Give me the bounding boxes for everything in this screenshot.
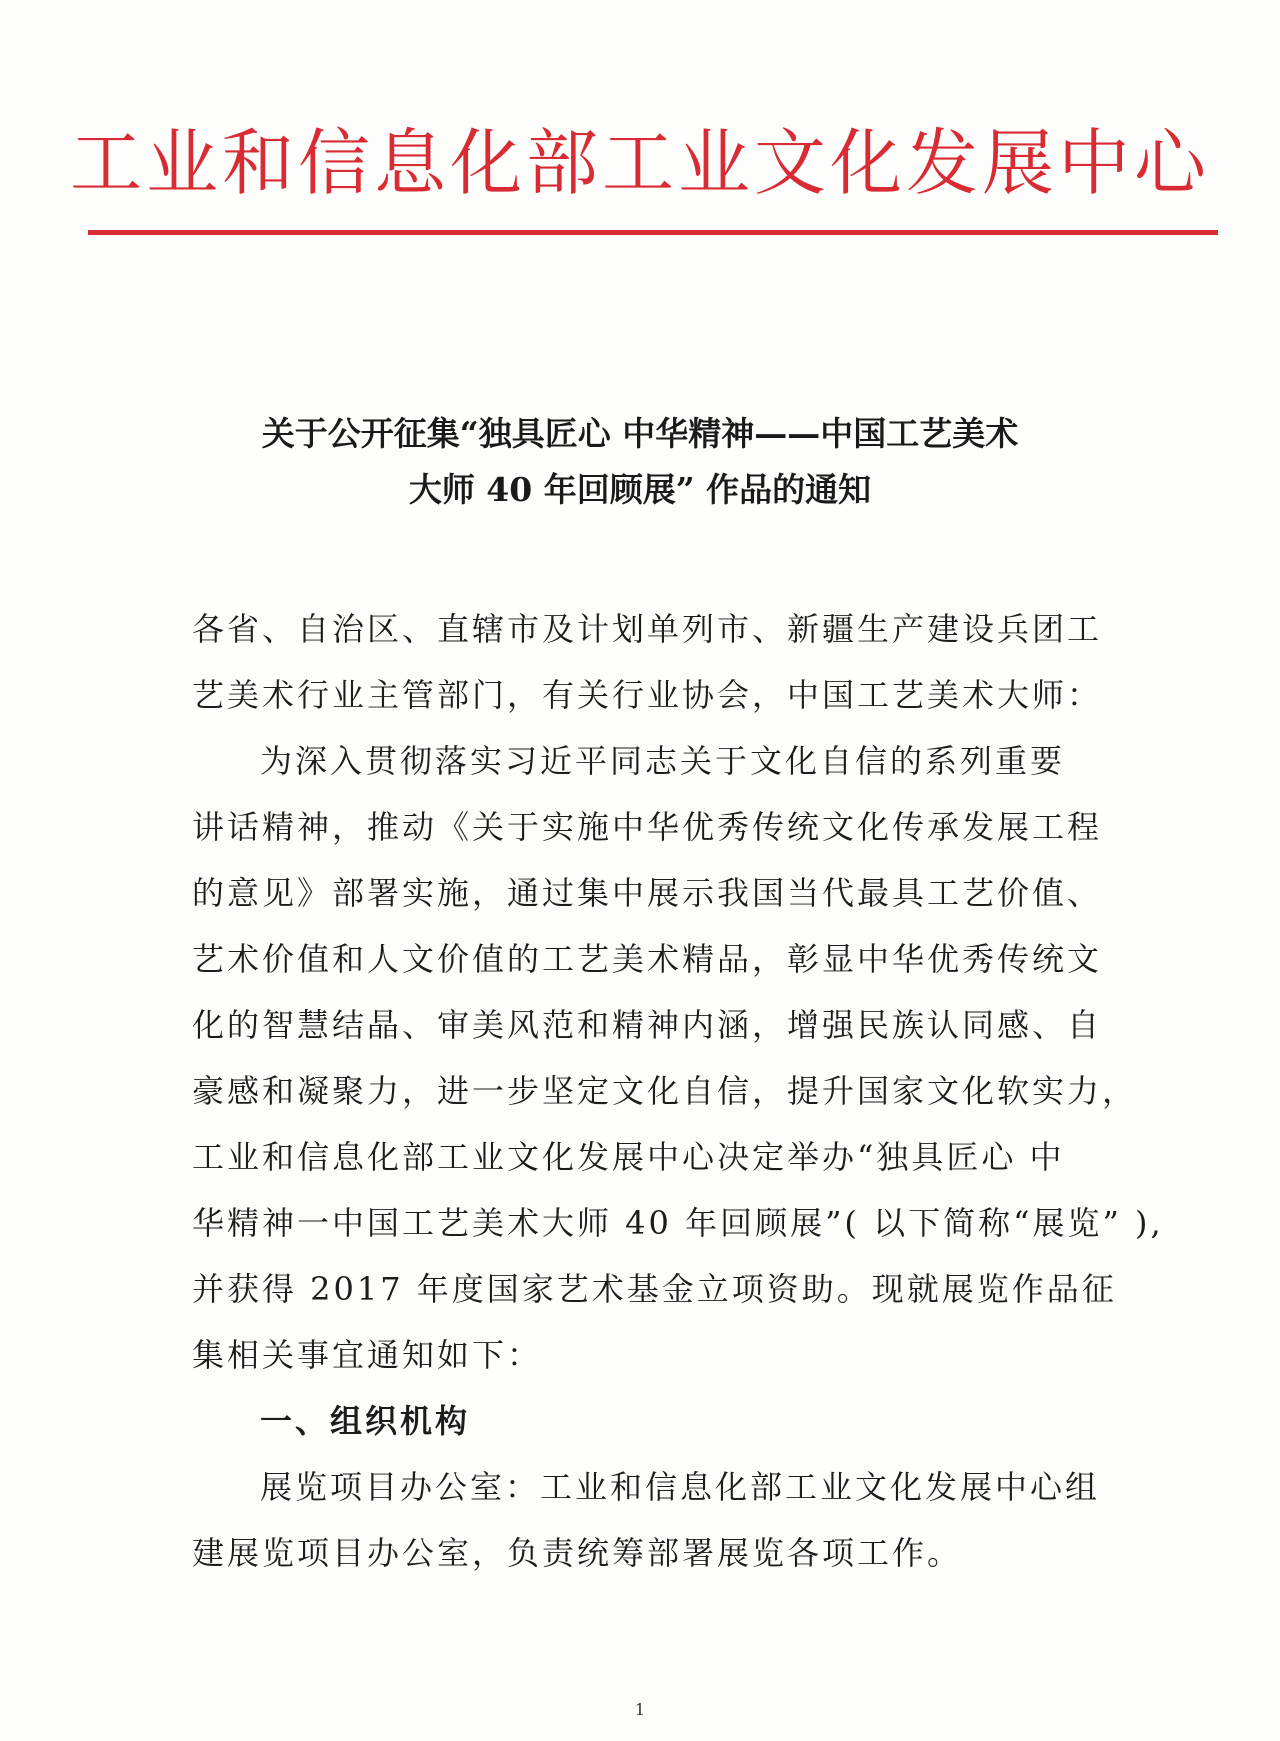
page-number: 1 [634, 1700, 646, 1719]
letterhead-org-name: 工业和信息化部工业文化发展中心 [69, 121, 1210, 205]
paragraph-line: 展览项目办公室：工业和信息化部工业文化发展中心组 [260, 1468, 1101, 1506]
paragraph-line: 并获得 2017 年度国家艺术基金立项资助。现就展览作品征 [192, 1270, 1117, 1308]
paragraph-line: 工业和信息化部工业文化发展中心决定举办“独具匠心 中 [192, 1138, 1065, 1176]
paragraph-line: 华精神一中国工艺美术大师 40 年回顾展”( 以下简称“展览” ), [192, 1204, 1164, 1242]
paragraph-line: 为深入贯彻落实习近平同志关于文化自信的系列重要 [260, 742, 1066, 780]
notice-title-line-1: 关于公开征集“独具匠心 中华精神——中国工艺美术 [261, 414, 1019, 453]
section-heading: 一、组织机构 [260, 1402, 471, 1440]
letterhead-red-rule [88, 230, 1218, 235]
paragraph-line: 豪感和凝聚力，进一步坚定文化自信，提升国家文化软实力， [192, 1072, 1138, 1110]
addressee-line: 各省、自治区、直辖市及计划单列市、新疆生产建设兵团工 [192, 610, 1103, 648]
paragraph-line: 的意见》部署实施，通过集中展示我国当代最具工艺价值、 [192, 874, 1103, 912]
paragraph-line: 艺术价值和人文价值的工艺美术精品，彰显中华优秀传统文 [192, 940, 1103, 978]
notice-title-line-2: 大师 40 年回顾展” 作品的通知 [408, 470, 872, 509]
notice-body [192, 596, 1164, 1586]
paragraph-line: 讲话精神，推动《关于实施中华优秀传统文化传承发展工程 [192, 808, 1103, 846]
paragraph-line: 化的智慧结晶、审美风范和精神内涵，增强民族认同感、自 [192, 1006, 1103, 1044]
paragraph-line: 集相关事宜通知如下： [192, 1336, 543, 1374]
addressee-line: 艺美术行业主管部门，有关行业协会，中国工艺美术大师： [192, 676, 1103, 714]
paragraph-line: 建展览项目办公室，负责统筹部署展览各项工作。 [192, 1534, 963, 1572]
